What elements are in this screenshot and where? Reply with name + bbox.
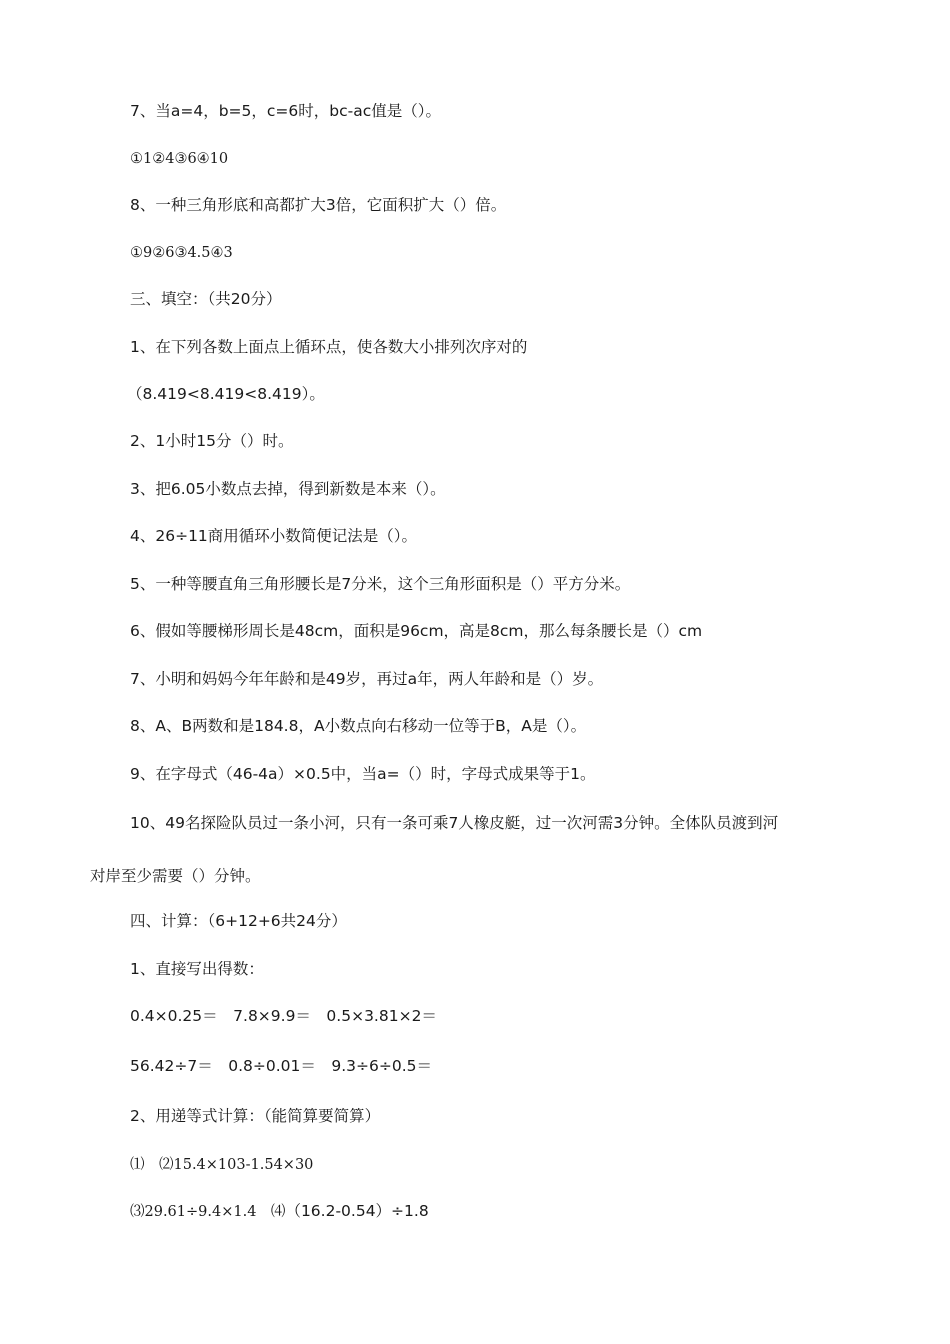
question-7-options: ①1②4③6④10 bbox=[130, 151, 229, 167]
calc-2-row-2-part-b: （16.2-0.54）÷1.8 bbox=[285, 1202, 429, 1220]
fill-blank-10-continued: 对岸至少需要（）分钟。 bbox=[90, 867, 261, 885]
section-calculation-heading: 四、计算：（6+12+6共24分） bbox=[130, 912, 347, 930]
fill-blank-10: 10、49名探险队员过一条小河，只有一条可乘7人橡皮艇，过一次河需3分钟。全体队员渡到河 bbox=[130, 814, 779, 832]
calc-2-row-2-part-a: ⑶29.61÷9.4×1.4 ⑷ bbox=[130, 1204, 286, 1220]
section-fill-blank-heading: 三、填空：（共20分） bbox=[130, 290, 282, 308]
fill-blank-8: 8、A、B两数和是184.8，A小数点向右移动一位等于B，A是（）。 bbox=[130, 717, 587, 735]
fill-blank-3: 3、把6.05小数点去掉，得到新数是本来（）。 bbox=[130, 480, 446, 498]
calc-2-row-2 bbox=[130, 1200, 429, 1223]
calc-1-row-2: 56.42÷7＝ 0.8÷0.01＝ 9.3÷6÷0.5＝ bbox=[130, 1057, 433, 1075]
fill-blank-1: 1、在下列各数上面点上循环点，使各数大小排列次序对的 bbox=[130, 338, 528, 356]
calc-2-heading: 2、用递等式计算：（能简算要简算） bbox=[130, 1107, 381, 1125]
fill-blank-4: 4、26÷11商用循环小数简便记法是（）。 bbox=[130, 527, 418, 545]
fill-blank-5: 5、一种等腰直角三角形腰长是7分米，这个三角形面积是（）平方分米。 bbox=[130, 575, 631, 593]
fill-blank-6: 6、假如等腰梯形周长是48cm，面积是96cm，高是8cm，那么每条腰长是（）cm bbox=[130, 622, 703, 640]
question-8-options: ①9②6③4.5④3 bbox=[130, 245, 233, 261]
question-7: 7、当a=4，b=5，c=6时，bc-ac值是（）。 bbox=[130, 102, 441, 120]
fill-blank-2: 2、1小时15分（）时。 bbox=[130, 432, 294, 450]
calc-2-row-1: ⑴ ⑵15.4×103-1.54×30 bbox=[130, 1157, 314, 1173]
fill-blank-7: 7、小明和妈妈今年年龄和是49岁，再过a年，两人年龄和是（）岁。 bbox=[130, 670, 604, 688]
calc-1-heading: 1、直接写出得数： bbox=[130, 960, 264, 978]
fill-blank-9: 9、在字母式（46-4a）×0.5中，当a=（）时，字母式成果等于1。 bbox=[130, 765, 596, 783]
question-8: 8、一种三角形底和高都扩大3倍，它面积扩大（）倍。 bbox=[130, 196, 507, 214]
calc-1-row-1: 0.4×0.25＝ 7.8×9.9＝ 0.5×3.81×2＝ bbox=[130, 1007, 437, 1025]
fill-blank-1-sequence: （8.419<8.419<8.419）。 bbox=[127, 385, 325, 403]
